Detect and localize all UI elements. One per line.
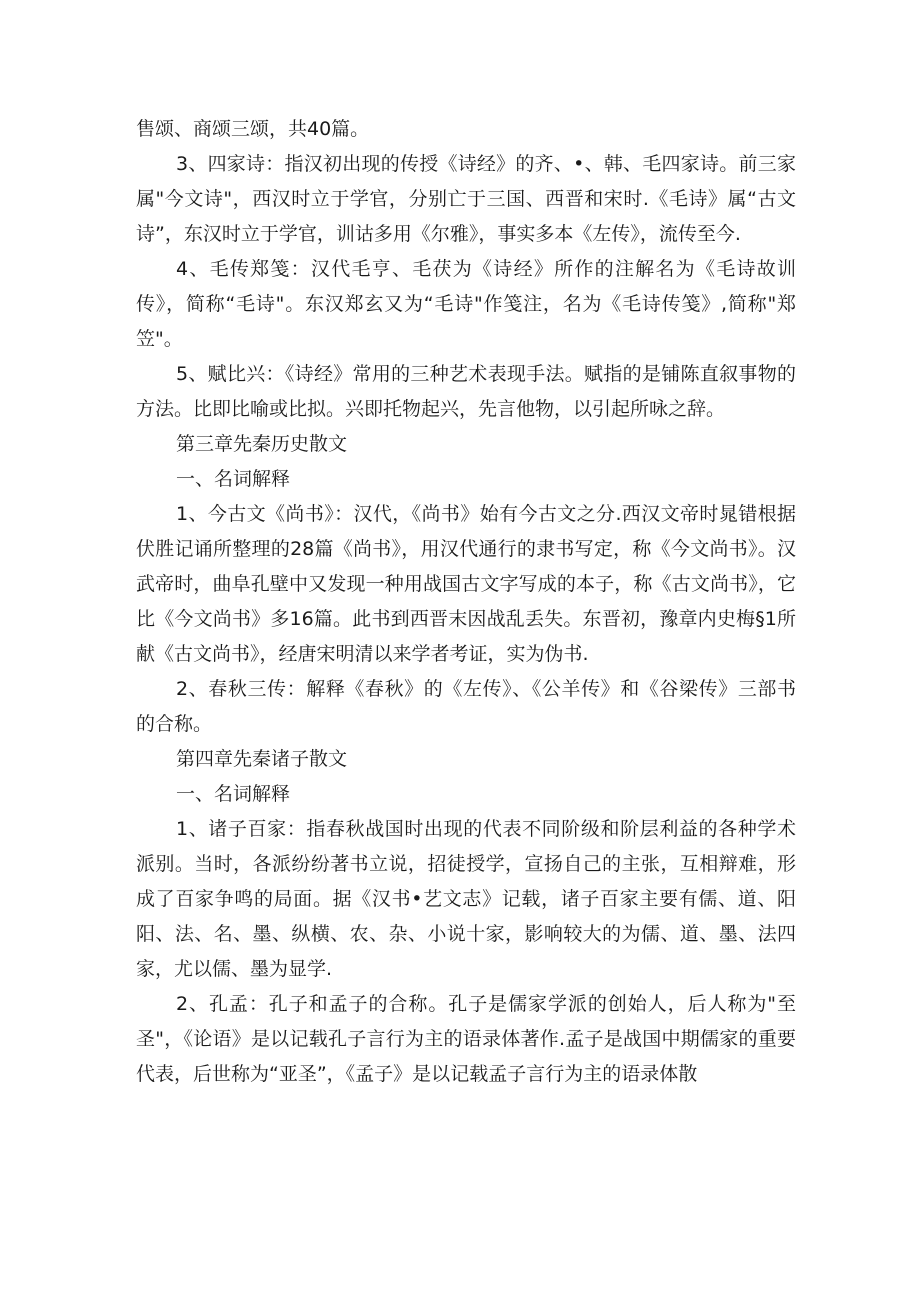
chapter-heading-3: 第三章先秦历史散文	[176, 433, 348, 455]
paragraph-mao-zhuan-zheng-jian: 4、毛传郑笺：汉代毛亨、毛茯为《诗经》所作的注解名为《毛诗故训传》，简称“毛诗"。东汉郑玄又为“毛诗"作笺注，名为《毛诗传笺》,简称"郑笠"。	[136, 258, 796, 350]
paragraph-chun-qiu-san-zhuan: 2、春秋三传：解释《春秋》的《左传》、《公羊传》和《谷梁传》三部书的合称。	[136, 678, 796, 735]
section-heading-terms-2: 一、名词解释	[176, 783, 291, 805]
section-heading-terms-1: 一、名词解释	[176, 468, 291, 490]
paragraph-si-jia-shi: 3、四家诗：指汉初出现的传授《诗经》的齐、•、韩、毛四家诗。前三家属"今文诗"，西汉时立于学官，分别亡于三国、西晋和宋时.《毛诗》属“古文诗”，东汉时立于学官，训诂多用《尔雅》，事实多本《左传》，流传至今.	[136, 153, 796, 245]
paragraph-jin-gu-wen-shang-shu: 1、今古文《尚书》：汉代，《尚书》始有今古文之分.西汉文帝时晁错根据伏胜记诵所整理的28篇《尚书》，用汉代通行的隶书写定，称《今文尚书》。汉武帝时，曲阜孔壁中又发现一种用战国古文字写成的本子，称《古文尚书》，它比《今文尚书》多16篇。此书到西晋末因战乱丢失。东晋初，豫章内史梅§1所献《古文尚书》，经唐宋明清以来学者考证，实为伪书.	[136, 503, 796, 665]
document-body	[136, 112, 796, 1092]
paragraph-zhu-zi-bai-jia: 1、诸子百家：指春秋战国时出现的代表不同阶级和阶层利益的各种学术派别。当时，各派纷纷著书立说，招徒授学，宣扬自己的主张，互相辩难，形成了百家争鸣的局面。据《汉书•艺文志》记载，诸子百家主要有儒、道、阳阳、法、名、墨、纵横、农、杂、小说十家，影响较大的为儒、道、墨、法四家，尤以儒、墨为显学.	[136, 818, 796, 980]
chapter-heading-4: 第四章先秦诸子散文	[176, 748, 348, 770]
paragraph-kong-meng: 2、孔孟：孔子和孟子的合称。孔子是儒家学派的创始人，后人称为"至圣"，《论语》是以记载孔子言行为主的语录体著作.孟子是战国中期儒家的重要代表，后世称为“亚圣”，《孟子》是以记载孟子言行为主的语录体散	[136, 993, 796, 1085]
paragraph-fu-bi-xing: 5、赋比兴：《诗经》常用的三种艺术表现手法。赋指的是铺陈直叙事物的方法。比即比喻或比拟。兴即托物起兴，先言他物，以引起所咏之辞。	[136, 363, 796, 420]
paragraph-continuation: 售颂、商颂三颂，共40篇。	[136, 118, 370, 140]
